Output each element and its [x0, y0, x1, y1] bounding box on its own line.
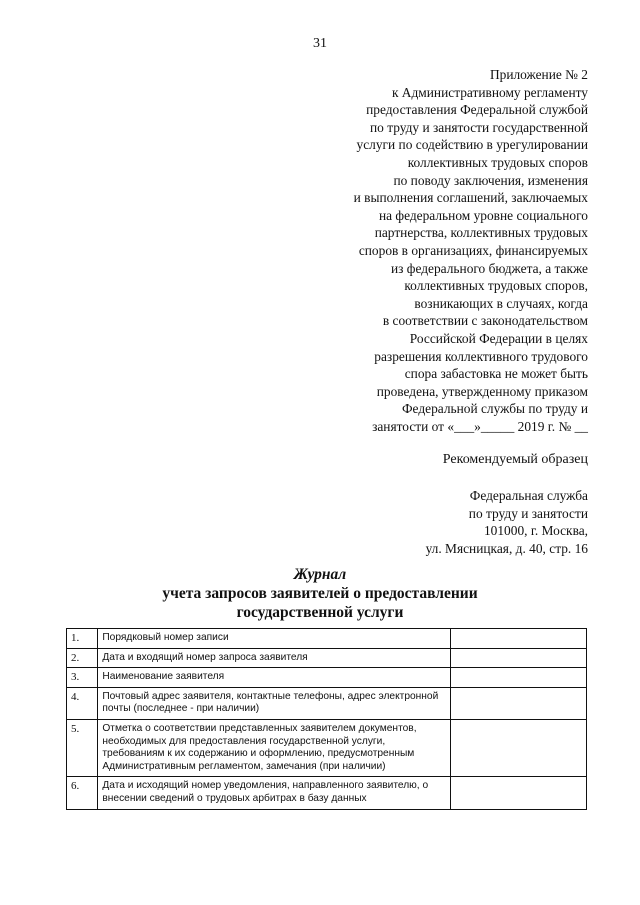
table-row [67, 648, 587, 668]
address-line: Федеральная служба [469, 488, 588, 503]
journal-table [66, 628, 587, 810]
row-description: Наименование заявителя [98, 668, 451, 688]
appendix-line: партнерства, коллективных трудовых [374, 225, 588, 241]
appendix-line: на федеральном уровне социального [378, 207, 588, 223]
appendix-line: споров в организациях, финансируемых [358, 242, 588, 258]
appendix-line: занятости от «___»_____ 2019 г. № __ [372, 418, 588, 434]
appendix-line: предоставления Федеральной службой [366, 102, 588, 118]
table-row [67, 687, 587, 719]
title-line: учета запросов заявителей о предоставлении [162, 585, 478, 602]
appendix-line: к Административному регламенту [391, 84, 588, 100]
row-number: 6. [67, 777, 98, 809]
row-value-cell [451, 648, 587, 668]
row-value-cell [451, 719, 587, 776]
appendix-line: Приложение № 2 [489, 67, 588, 82]
row-description: Дата и входящий номер запроса заявителя [98, 648, 451, 668]
table-row [67, 777, 587, 809]
row-number: 4. [67, 687, 98, 719]
appendix-line: и выполнения соглашений, заключаемых [353, 190, 588, 206]
row-number: 3. [67, 668, 98, 688]
row-number: 5. [67, 719, 98, 776]
row-description: Дата и исходящий номер уведомления, направленного заявителю, о внесении сведений о трудовых арбитрах в базу данных [98, 777, 451, 809]
appendix-line: коллективных трудовых споров [407, 154, 588, 170]
address-line: ул. Мясницкая, д. 40, стр. 16 [425, 540, 588, 556]
table-row [67, 668, 587, 688]
appendix-line: проведена, утвержденному приказом [376, 383, 588, 399]
page-number: 31 [313, 36, 327, 51]
table-row [67, 629, 587, 649]
appendix-line: возникающих в случаях, когда [414, 295, 588, 311]
recommended-sample-label: Рекомендуемый образец [442, 452, 588, 467]
appendix-line: Федеральной службы по труду и [401, 401, 588, 417]
table-row [67, 719, 587, 776]
row-value-cell [451, 668, 587, 688]
appendix-header [288, 66, 588, 435]
row-description: Отметка о соответствии представленных заявителем документов, необходимых для предоставления государственной услуги, требованиям к их содержанию и оформлению, предусмотренным Административным регламентом, замечания (при наличии) [98, 719, 451, 776]
appendix-line: по поводу заключения, изменения [393, 172, 588, 188]
appendix-line: услуги по содействию в урегулировании [356, 137, 588, 153]
appendix-line: спора забастовка не может быть [404, 366, 588, 382]
address-line: 101000, г. Москва, [483, 523, 588, 538]
appendix-line: из федерального бюджета, а также [390, 260, 588, 276]
title-line: государственной услуги [236, 604, 404, 621]
row-value-cell [451, 687, 587, 719]
address-line: по труду и занятости [468, 505, 588, 521]
agency-address [426, 487, 588, 557]
row-value-cell [451, 777, 587, 809]
row-description: Почтовый адрес заявителя, контактные телефоны, адрес электронной почты (последнее - при наличии) [98, 687, 451, 719]
appendix-line: разрешения коллективного трудового [374, 348, 588, 364]
row-value-cell [451, 629, 587, 649]
row-description: Порядковый номер записи [98, 629, 451, 649]
row-number: 2. [67, 648, 98, 668]
document-title [0, 565, 640, 622]
appendix-line: Российской Федерации в целях [409, 330, 588, 346]
appendix-line: коллективных трудовых споров, [404, 278, 588, 294]
appendix-line: в соответствии с законодательством [382, 313, 588, 329]
appendix-line: по труду и занятости государственной [370, 119, 588, 135]
row-number: 1. [67, 629, 98, 649]
title-journal: Журнал [293, 566, 347, 583]
